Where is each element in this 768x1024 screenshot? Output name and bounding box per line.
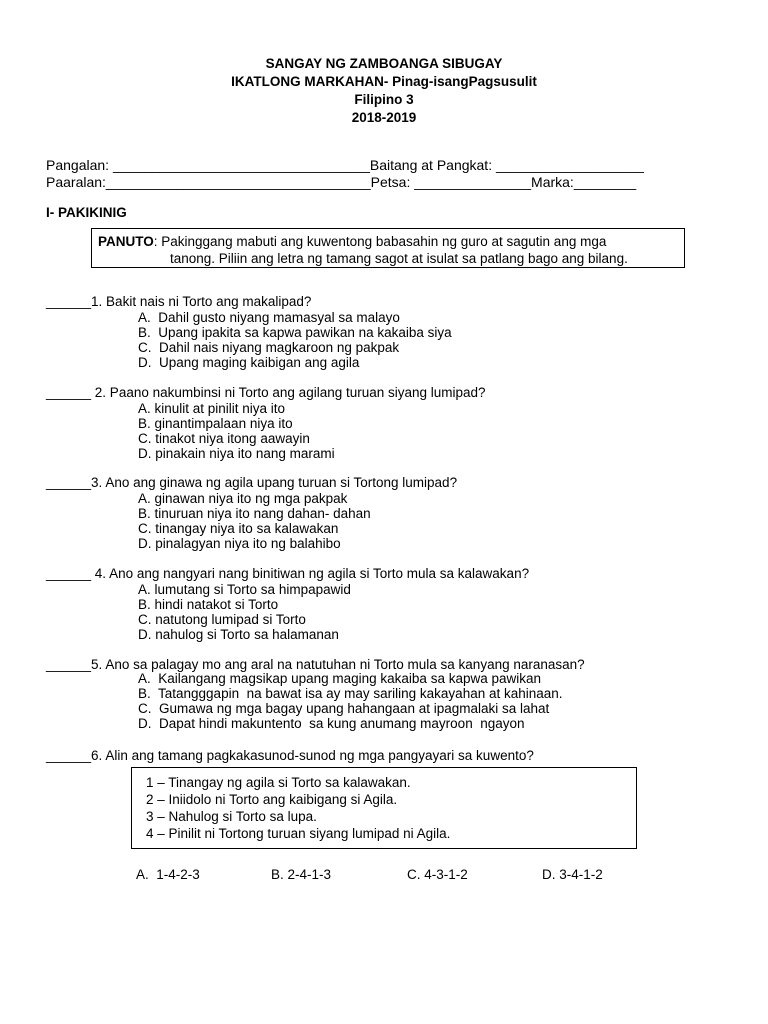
question-1: ______1. Bakit nais ni Torto ang makalipad? (46, 294, 312, 309)
choice-d: D. pinalagyan niya ito ng balahibo (138, 536, 341, 551)
question-5: ______5. Ano sa palagay mo ang aral na natutuhan ni Torto mula sa kanyang naranasan? (46, 657, 585, 672)
choice-b: B. Tatangggapin na bawat isa ay may sariling kakayahan at kahinaan. (138, 686, 563, 701)
choice-d: D. 3-4-1-2 (542, 867, 603, 882)
question-5-choices (138, 671, 563, 731)
question-4-choices (138, 582, 351, 642)
question-3: ______3. Ano ang ginawa ng agila upang turuan si Tortong lumipad? (46, 475, 458, 490)
subject-title: Filipino 3 (354, 92, 414, 107)
choice-c: C. natutong lumipad si Torto (138, 612, 306, 627)
exam-title: IKATLONG MARKAHAN- Pinag-isangPagsusulit (231, 74, 537, 89)
sequence-box (131, 767, 637, 849)
choice-b: B. tinuruan niya ito nang dahan- dahan (138, 506, 371, 521)
instructions-text-line1: : Pakinggang mabuti ang kuwentong babasahin ng guro at sagutin ang mga (153, 234, 607, 249)
sequence-item: 4 – Pinilit ni Tortong turuan siyang lumipad ni Agila. (146, 826, 451, 841)
info-row-school-date-score: Paaralan:__________________________________Petsa: _______________Marka:________ (46, 174, 637, 190)
instructions-box (91, 228, 685, 268)
sequence-item: 2 – Iniidolo ni Torto ang kaibigang si Agila. (146, 792, 398, 807)
instructions-label: PANUTO (98, 234, 154, 249)
choice-c: C. tinangay niya ito sa kalawakan (138, 521, 339, 536)
section-title: I- PAKIKINIG (46, 205, 127, 220)
choice-b: B. Upang ipakita sa kapwa pawikan na kakaiba siya (138, 325, 452, 340)
choice-c: C. tinakot niya itong aawayin (138, 431, 310, 446)
choice-b: B. ginantimpalaan niya ito (138, 416, 293, 431)
choice-d: D. pinakain niya ito nang marami (138, 446, 335, 461)
question-3-choices (138, 491, 371, 551)
question-4: ______ 4. Ano ang nangyari nang binitiwan ng agila si Torto mula sa kalawakan? (46, 566, 530, 581)
document-header (0, 55, 768, 127)
division-title: SANGAY NG ZAMBOANGA SIBUGAY (265, 56, 503, 71)
choice-b: B. hindi natakot si Torto (138, 597, 279, 612)
choice-d: D. Dapat hindi makuntento sa kung anumang mayroon ngayon (138, 716, 525, 731)
question-2: ______ 2. Paano nakumbinsi ni Torto ang agilang turuan siyang lumipad? (46, 385, 486, 400)
sequence-item: 1 – Tinangay ng agila si Torto sa kalawakan. (146, 775, 411, 790)
school-year: 2018-2019 (351, 110, 417, 125)
choice-a: A. lumutang si Torto sa himpapawid (138, 582, 351, 597)
instructions-text-line2: tanong. Piliin ang letra ng tamang sagot at isulat sa patlang bago ang bilang. (170, 251, 628, 266)
sequence-item: 3 – Nahulog si Torto sa lupa. (146, 809, 317, 824)
choice-a: A. 1-4-2-3 (136, 867, 200, 882)
choice-a: A. ginawan niya ito ng mga pakpak (138, 491, 348, 506)
choice-c: C. Dahil nais niyang magkaroon ng pakpak (138, 340, 400, 355)
question-1-choices (138, 310, 452, 370)
info-row-name-grade: Pangalan: _________________________________Baitang at Pangkat: ___________________ (46, 157, 644, 173)
choice-c: C. Gumawa ng mga bagay upang hahangaan at ipagmalaki sa lahat (138, 701, 550, 716)
choice-c: C. 4-3-1-2 (407, 867, 468, 882)
choice-a: A. kinulit at pinilit niya ito (138, 401, 286, 416)
question-2-choices (138, 401, 335, 461)
choice-d: D. Upang maging kaibigan ang agila (138, 355, 360, 370)
question-6: ______6. Alin ang tamang pagkakasunod-sunod ng mga pangyayari sa kuwento? (46, 748, 534, 763)
choice-a: A. Dahil gusto niyang mamasyal sa malayo (138, 310, 400, 325)
choice-a: A. Kailangang magsikap upang maging kakaiba sa kapwa pawikan (138, 671, 542, 686)
choice-d: D. nahulog si Torto sa halamanan (138, 627, 339, 642)
choice-b: B. 2-4-1-3 (271, 867, 332, 882)
